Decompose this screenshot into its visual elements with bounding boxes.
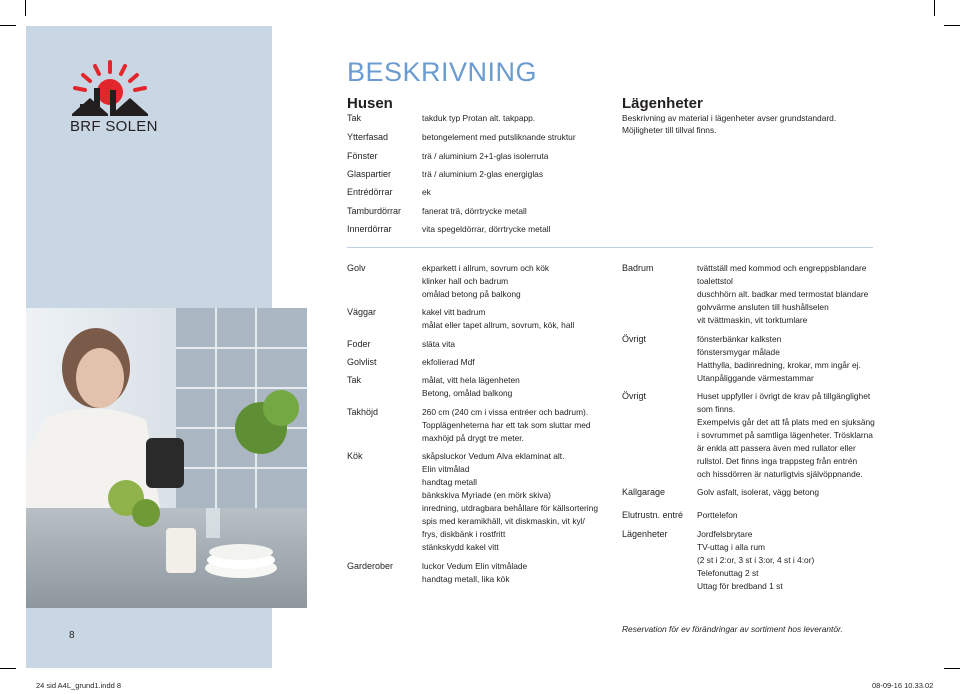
spec-line: inredning, utdragbara behållare för källsortering [422,503,598,513]
spec-line: kakel vitt badrum [422,307,486,317]
spec-line: Elin vitmålad [422,464,470,474]
spec-lines [422,306,574,332]
spec-line: Huset uppfyller i övrigt de krav på tillgänglighet [697,391,871,401]
spec-line: omålad betong på balkong [422,289,521,299]
husen-label: Ytterfasad [347,132,389,142]
spec-lines [697,390,875,481]
spec-lines [422,356,475,369]
page-number: 8 [69,630,75,641]
crop-mark [25,0,26,16]
spec-label: Tak [347,375,362,385]
crop-mark [944,668,960,669]
spec-line: stänkskydd kakel vitt [422,542,499,552]
spec-line: ekfolierad Mdf [422,357,475,367]
husen-value: trä / aluminium 2-glas energiglas [422,169,544,179]
spec-label: Kök [347,451,363,461]
husen-value: betongelement med putsliknande struktur [422,132,576,142]
spec-line: som finns. [697,404,736,414]
lagenheter-intro-line: Möjligheter till tillval finns. [622,125,717,135]
slug-filename: 24 sid A4L_grund1.indd 8 [36,681,122,690]
spec-lines [422,450,598,554]
crop-mark [934,0,935,16]
husen-label: Fönster [347,151,378,161]
crop-mark [0,25,16,26]
spec-line: duschhörn alt. badkar med termostat blandare [697,289,869,299]
husen-value: takduk typ Protan alt. takpapp. [422,113,536,123]
spec-line: skåpsluckor Vedum Alva eklaminat alt. [422,451,565,461]
spec-line: frys, diskbänk i rostfritt [422,529,506,539]
spec-label: Golvlist [347,357,377,367]
spec-label: Kallgarage [622,487,666,497]
spec-line: i sovrummet på samtliga lägenheter. Trösklarna [697,430,873,440]
spec-lines [697,333,861,385]
spec-lines [422,560,527,586]
spec-line: ekparkett i allrum, sovrum och kök [422,263,550,273]
spec-line: Utanpåliggande värmestammar [697,373,814,383]
spec-line: fönsterbänkar kalksten [697,334,782,344]
spec-line: tvättställ med kommod och engreppsblandare [697,263,867,273]
husen-label: Tamburdörrar [347,206,402,216]
husen-value: fanerat trä, dörrtrycke metall [422,206,527,216]
spec-label: Foder [347,339,371,349]
spec-line: Uttag för bredband 1 st [697,581,783,591]
logo-text: BRF SOLEN [70,118,158,135]
spec-label: Lägenheter [622,529,668,539]
spec-line: TV-uttag i alla rum [697,542,765,552]
spec-lines [697,486,819,499]
spec-lines [422,338,455,351]
husen-label: Innerdörrar [347,224,392,234]
section-divider [347,247,873,248]
spec-line: målat, vitt hela lägenheten [422,375,520,385]
spec-line: spis med keramikhäll, vit diskmaskin, vit kyl/ [422,516,585,526]
husen-label: Glaspartier [347,169,392,179]
spec-label: Takhöjd [347,407,379,417]
spec-lines [422,374,520,400]
spec-line: målat eller tapet allrum, sovrum, kök, hall [422,320,575,330]
husen-label: Entrédörrar [347,187,393,197]
spec-line: och hissdörren är naturligtvis självöppnande. [697,469,863,479]
spec-label: Elutrustn. entré [622,510,684,520]
spec-line: rullstol. Det finns inga trappsteg från entrén [697,456,858,466]
spec-line: golvvärme ansluten till hushållselen [697,302,829,312]
husen-label: Tak [347,113,362,123]
spec-line: maxhöjd på drygt tre meter. [422,433,524,443]
spec-line: 260 cm (240 cm i vissa entréer och badrum). [422,407,589,417]
spec-label: Väggar [347,307,377,317]
slug-timestamp: 08-09-16 10.33.02 [872,681,934,690]
spec-line: bänkskiva Myriade (en mörk skiva) [422,490,551,500]
spec-line: Jordfelsbrytare [697,529,753,539]
spec-line: handtag metall, lika kök [422,574,510,584]
spec-line: vit tvättmaskin, vit torktumlare [697,315,808,325]
spec-line: är enkla att passera även med rullator eller [697,443,856,453]
spec-label: Övrigt [622,391,647,401]
reservation-note: Reservation för ev förändringar av sortiment hos leverantör. [622,624,843,634]
spec-label: Badrum [622,263,654,273]
spec-line: toalettstol [697,276,733,286]
spec-line: (2 st i 2:or, 3 st i 3:or, 4 st i 4:or) [697,555,815,565]
spec-lines [697,262,868,327]
spec-lines [697,528,814,593]
spec-line: Golv asfalt, isolerat, vägg betong [697,487,819,497]
spec-line: Hatthylla, badinredning, krokar, mm ingår ej. [697,360,861,370]
spec-label: Garderober [347,561,394,571]
spec-lines [422,406,591,445]
spec-line: Exempelvis går det att få plats med en sjuksäng [697,417,875,427]
spec-line: handtag metall [422,477,477,487]
page-heading: BESKRIVNING [347,57,538,87]
spec-line: släta vita [422,339,456,349]
crop-mark [0,668,16,669]
husen-value: trä / aluminium 2+1-glas isolerruta [422,151,549,161]
spec-line: luckor Vedum Elin vitmålade [422,561,528,571]
lagenheter-intro-line: Beskrivning av material i lägenheter avser grundstandard. [622,113,837,123]
husen-value: ek [422,187,431,197]
spec-label: Golv [347,263,366,273]
spec-line: Betong, omålad balkong [422,388,513,398]
spec-label: Övrigt [622,334,647,344]
spec-line: fönstersmygar målade [697,347,780,357]
kitchen-photo [26,308,307,608]
spec-line: Telefonuttag 2 st [697,568,759,578]
husen-value: vita spegeldörrar, dörrtrycke metall [422,224,551,234]
spec-line: klinker hall och badrum [422,276,509,286]
spec-lines [697,509,738,522]
spec-lines [422,262,549,301]
spec-line: Porttelefon [697,510,738,520]
lagenheter-title: Lägenheter [622,95,703,112]
crop-mark [944,25,960,26]
spec-line: Topplägenheterna har ett tak som sluttar med [422,420,591,430]
husen-title: Husen [347,95,393,112]
